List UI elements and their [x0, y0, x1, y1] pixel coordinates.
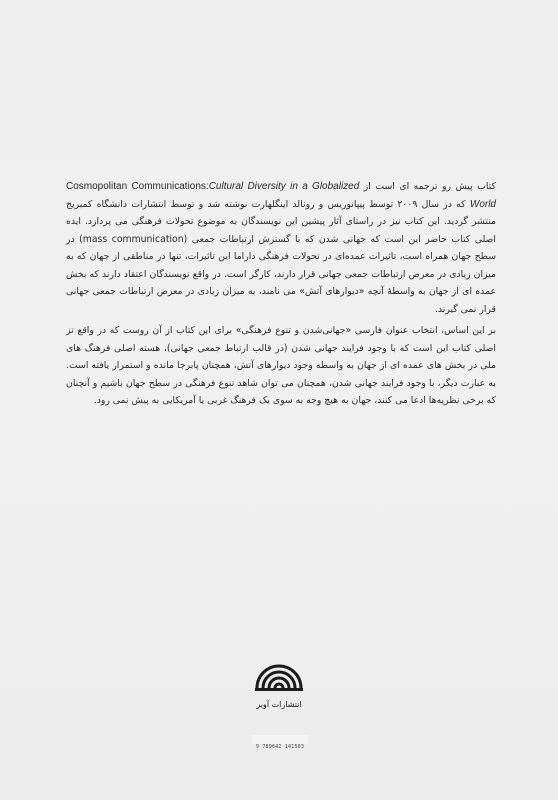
blurb-intro: کتاب پیش رو ترجمه ای است از [363, 181, 496, 192]
original-title-regular: Cosmopolitan Communications: [66, 181, 209, 192]
publisher-logo-label: انتشارات آویر [256, 700, 302, 709]
blurb-text [66, 178, 496, 410]
blurb-body-1: که در سال ۲۰۰۹ توسط پیپانوریس و رونالد اینگلهارت نوشته شد و توسط انتشارات دانشگاه کمبریج منتشر گردید. این کتاب نیز در راستای آثار پیشین این نویسندگان به موضوع تحولات فرهنگی می پردازد. ایده اصلی کتاب حاضر این است که جهانی شدن که با گسترش ارتباطات جمعی (mass communication) در سطح جهان همراه است، تاثیرات عمده‌ای در تحولات فرهنگی داراما این تاثیرات، تنها در مناطقی از جهان که به میزان زیادی در معرض ارتباطات جمعی جهانی قرار دارند، کارگر است. در واقع نویسندگان اعتقاد دارند که بخش عمده ای از جهان به واسطهٔ آنچه «دیوارهای آتش» می نامند، به میزان زیادی در معرض ارتباطات جمعی جهانی قرار نمی گیرند. [66, 198, 496, 315]
original-title-italic: Cultural Diversity in a Globalized World [208, 181, 496, 210]
barcode-strip [252, 735, 308, 744]
publisher-logo-icon [246, 652, 312, 706]
isbn-number: 9 789642 141503 [255, 744, 305, 750]
blurb-paragraph-2: بر این اساس، انتخاب عنوان فارسی «جهانی‌شدن و تنوع فرهنگی» برای این کتاب از آن روست که در واقع تز اصلی کتاب این است که با وجود فرایند جهانی شدن (در قالب ارتباط جمعی جهانی)، هسته اصلی فرهنگ های ملی در بخش های عمده ای از جهان به واسطه وجود دیوارهای آتش، همچنان پابرجا مانده و استمرار یافته است. به عبارت دیگر، با وجود فرایند جهانی شدن، همچنان می توان شاهد تنوع فرهنگی در سطح جهان باشیم و آنچنان که برخی نظریه‌ها ادعا می کنند، جهان به هیچ وجه به سوی یک فرهنگ غربی یا آمریکایی به پیش نمی رود. [66, 325, 496, 406]
blurb-paragraph-1 [66, 178, 496, 318]
